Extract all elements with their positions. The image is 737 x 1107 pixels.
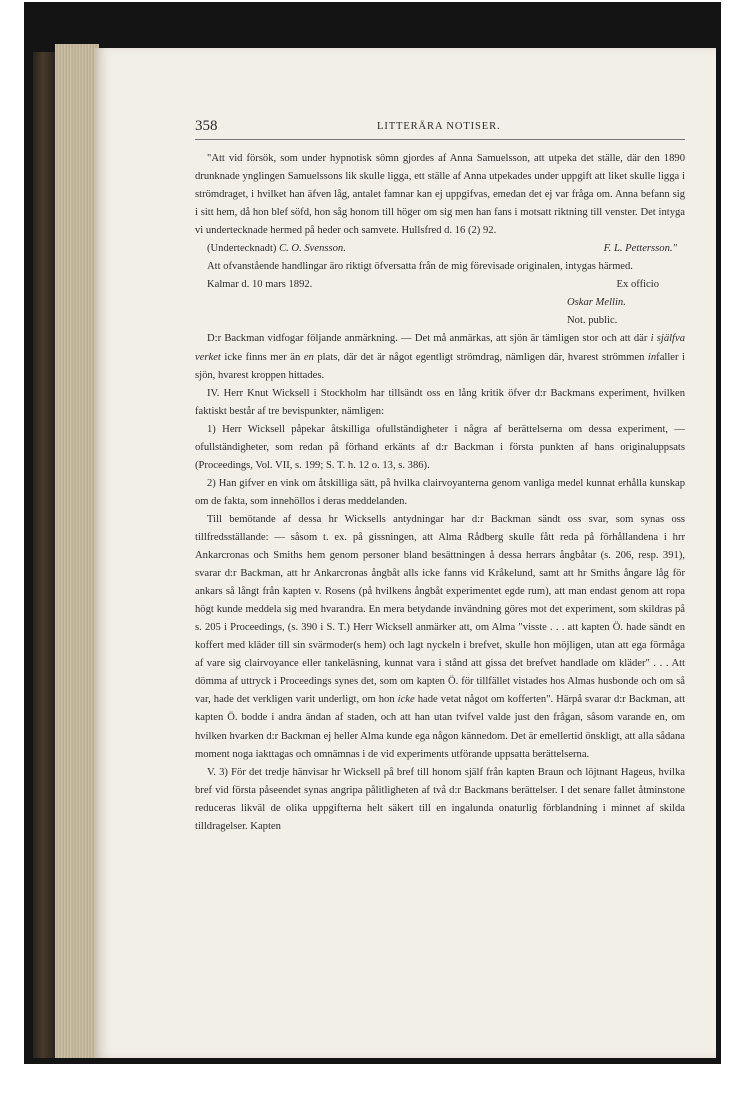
remark-italic-2: en: [303, 351, 314, 363]
section-v-point-3: V. 3) För det tredje hänvisar hr Wicksell på bref till honom själf från kapten Braun och löjtnant Hageus, hvilka bref vid första påseendet synas angripa pålitligheten af två d:r Backmans berättelser. I det senare fallet åtminstone reduceras likväl de olika uppgifterna helt säkert till en ingalunda onaturlig förblandning i minnet af skilda tilldragelser. Kapten: [195, 766, 685, 832]
signature-svensson: C. O. Svensson.: [279, 243, 346, 255]
section-iv-intro: IV. Herr Knut Wicksell i Stockholm har tillsändt oss en lång kritik öfver d:r Backmans experiment, hvilken faktiskt består af tre bevispunkter, nämligen:: [195, 387, 685, 417]
notary-title: Not. public.: [567, 315, 618, 327]
rebuttal-text-a: Till bemötande af dessa hr Wicksells antydningar har d:r Backman sändt oss svar, som synas oss tillfredsställande: — såsom t. ex. på gissningen, att Alma Rådberg skulle fått reda på förhållandena i hrr Ankarcronas och Smiths hem genom personer bland besättningen å dessa herrars ångbåtar (s. 206, resp. 391), svarar d:r Backman, att hr Ankarcronas ångbåt alls icke fanns vid Kråkelund, samt att hr Smiths ångare låg för ankars så långt från kapten v. Rosens (på hvilkens ångbåt experimentet egde rum), att man endast genom att ropa högt kunde meddela sig med hvarandra. En mera betydande invändning göres mot det experiment, som skildras på s. 205 i Proceedings, (s. 390 i S. T.) Herr Wicksell anmärker att, om Alma "visste . . . att kapten Ö. hade sändt en koffert med kläder till sin svärmoder(s hem) och lagt nyckeln i brefvet, skulle hon möjligen, utan att ega förmåga af vare sig clairvoyance eller tankeläsning, kunnat vara i stånd att gissa det brefvet handlade om kläder" . . . Att dömma af uttryck i Proceedings synes det, som om kapten Ö. för tillfället vistades hos Almas husbonde och om så var, hade det verkligen varit underligt, om hon: [195, 513, 685, 706]
backman-remark: [195, 330, 685, 384]
remark-text-c: plats, där det är något egentligt strömdrag, nämligen där, hvarest strömmen: [313, 351, 648, 363]
remark-italic-3: in: [647, 351, 657, 363]
header-title: LITTERÄRA NOTISER.: [377, 121, 501, 132]
quoted-testimony: "Att vid försök, som under hypnotisk sömn gjordes af Anna Samuelsson, att utpeka det ställe, där den 1890 drunknade ynglingen Samuelssons lik skulle ligga, ett ställe af Anna utpekades under uppgift att liket skulle ligga i strömdraget, i hvilket han äfven låg, antalet famnar kan ej uppgifvas, emedan det ej var fråga om. Anna befann sig i sitt hem, då hon blef söfd, hon såg honom till höger om sig men han fans i motsatt riktning till venster. Det intyga vi undertecknade hermed på heder och samvete. Hullsfred d. 16 (2) 92.: [195, 153, 685, 237]
remark-italic-1: i själfva verket: [195, 333, 686, 363]
page-edges: [55, 44, 99, 1058]
book-binding: [33, 52, 55, 1058]
remark-text-d: faller i sjön, hvarest kroppen hittades.: [195, 351, 685, 381]
remark-text-a: D:r Backman vidfogar följande anmärkning. — Det må anmärkas, att sjön är tämligen stor och att där: [207, 333, 651, 345]
point-2: 2) Han gifver en vink om åtskilliga sätt, på hvilka clairvoyanterna genom vanliga medel kunnat erhålla kunskap om de fakta, som innehöllos i deras meddelanden.: [195, 477, 685, 507]
notary-block: [195, 294, 685, 330]
running-head: [195, 116, 685, 140]
rebuttal-text-b: hade vetat något om kofferten". Härpå svarar d:r Backman, att kapten Ö. bodde i andra ändan af staden, och att han utan tvifvel valde just den frågan, såsom varande en, om hvilken hvarken d:r Backman ej heller Alma kunde ega någon kännedom. Det är emellertid önskligt, att alla sådana moment noga iakttagas och omnämnas i de vid experiments utförande uppsatta berättelserna.: [195, 694, 686, 760]
date-line: Kalmar d. 10 mars 1892.: [207, 279, 313, 291]
page-content: [195, 116, 685, 836]
body-text: [195, 150, 685, 836]
point-1: 1) Herr Wicksell påpekar åtskilliga ofullständigheter i några af berättelserna om dessa experiment, — ofullständigheter, som redan på förhand erkänts af d:r Backman i första punkten af hans originaluppsats (Proceedings, Vol. VII, s. 199; S. T. h. 12 o. 13, s. 386).: [195, 423, 685, 471]
remark-text-b: icke finns mer än: [220, 351, 304, 363]
signature-row: [195, 240, 685, 258]
date-row: [195, 276, 685, 294]
notary-name: Oskar Mellin.: [567, 297, 626, 309]
rebuttal-paragraph: [195, 511, 685, 764]
translation-attestation: Att ofvanstående handlingar äro riktigt öfversatta från de mig förevisade originalen, intygas härmed.: [207, 261, 633, 273]
rebuttal-italic: icke: [397, 694, 415, 706]
signature-prefix: (Undertecknadt): [207, 243, 280, 255]
signature-left: [207, 240, 346, 258]
ex-officio: Ex officio: [616, 279, 659, 291]
page-number: 358: [195, 118, 218, 134]
signature-pettersson: F. L. Pettersson.": [603, 243, 677, 255]
